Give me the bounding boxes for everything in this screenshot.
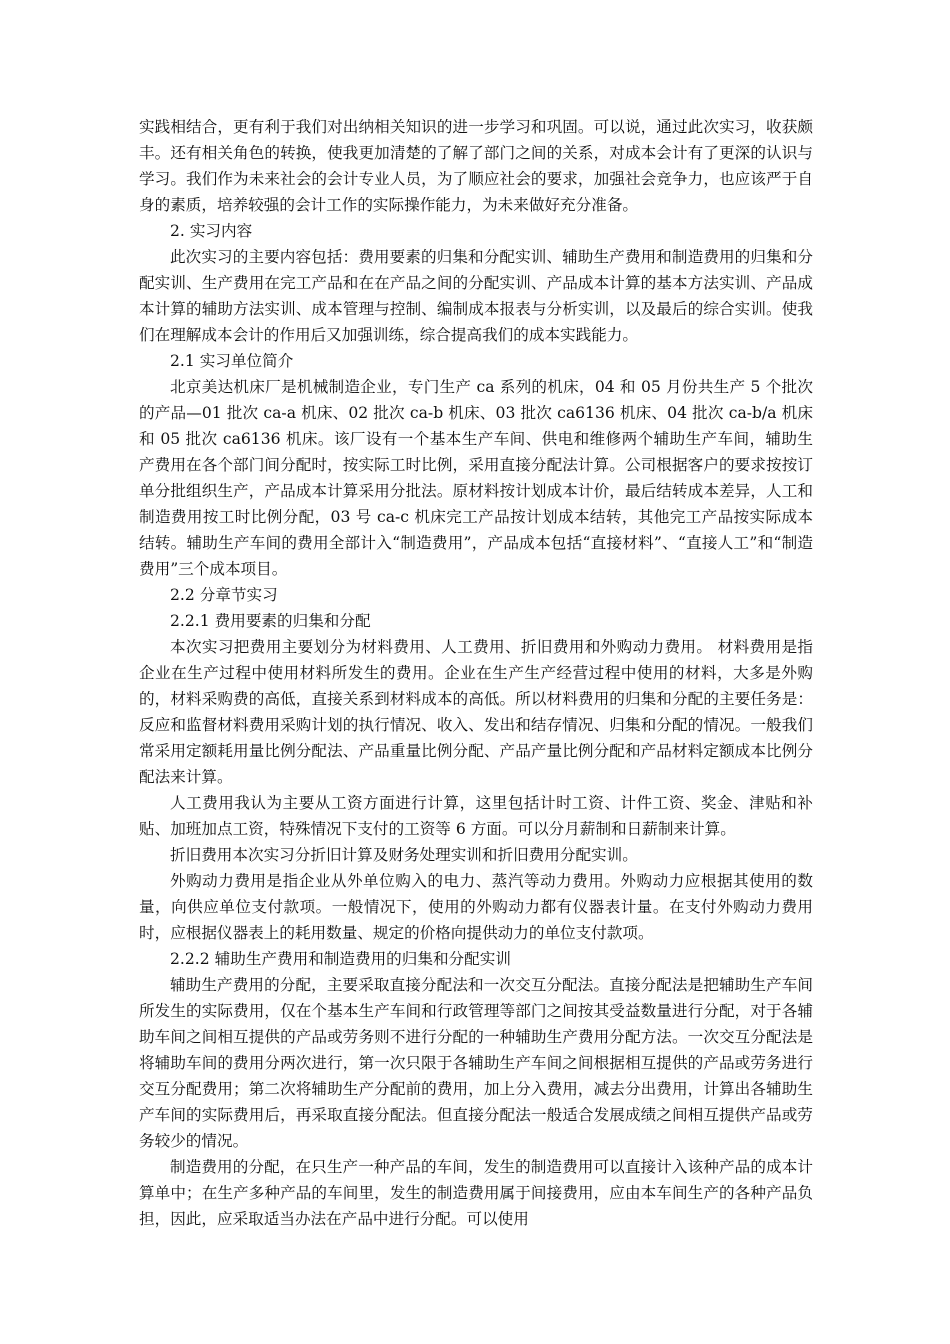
paragraph-labor-cost: 人工费用我认为主要从工资方面进行计算，这里包括计时工资、计件工资、奖金、津贴和补贴、加班加点工资，特殊情况下支付的工资等 6 方面。可以分月薪制和日薪制来计算。 [139,794,813,838]
section-heading-2-2: 2.2 分章节实习 [170,586,278,604]
paragraph-power-cost: 外购动力费用是指企业从外单位购入的电力、蒸汽等动力费用。外购动力应根据其使用的数量，向供应单位支付款项。一般情况下，使用的外购动力都有仪器表计量。在支付外购动力费用时，应根据仪器表上的耗用数量、规定的价格向提供动力的单位支付款项。 [139,872,813,942]
paragraph-overhead-allocation: 制造费用的分配，在只生产一种产品的车间，发生的制造费用可以直接计入该种产品的成本计算单中；在生产多种产品的车间里，发生的制造费用属于间接费用，应由本车间生产的各种产品负担，因此，应采取适当办法在产品中进行分配。可以使用 [139,1158,813,1228]
paragraph-depreciation: 折旧费用本次实习分折旧计算及财务处理实训和折旧费用分配实训。 [170,846,638,864]
paragraph-continuation: 实践相结合，更有利于我们对出纳相关知识的进一步学习和巩固。可以说，通过此次实习，收获颇丰。还有相关角色的转换，使我更加清楚的了解了部门之间的关系，对成本会计有了更深的认识与学习。我们作为未来社会的会计专业人员，为了顺应社会的要求，加强社会竞争力，也应该严于自身的素质，培养较强的会计工作的实际操作能力，为未来做好充分准备。 [139,118,813,214]
section-heading-2-2-2: 2.2.2 辅助生产费用和制造费用的归集和分配实训 [170,950,511,968]
paragraph-material-cost: 本次实习把费用主要划分为材料费用、人工费用、折旧费用和外购动力费用。 材料费用是指企业在生产过程中使用材料所发生的费用。企业在生产生产经营过程中使用的材料，大多是外购的，材料采购费的高低，直接关系到材料成本的高低。所以材料费用的归集和分配的主要任务是：反应和监督材料费用采购计划的执行情况、收入、发出和结存情况、归集和分配的情况。一般我们常采用定额耗用量比例分配法、产品重量比例分配、产品产量比例分配和产品材料定额成本比例分配法来计算。 [139,638,813,786]
paragraph-auxiliary-allocation: 辅助生产费用的分配，主要采取直接分配法和一次交互分配法。直接分配法是把辅助生产车间所发生的实际费用，仅在个基本生产车间和行政管理等部门之间按其受益数量进行分配，对于各辅助车间之间相互提供的产品或劳务则不进行分配的一种辅助生产费用分配方法。一次交互分配法是将辅助车间的费用分两次进行，第一次只限于各辅助生产车间之间根据相互提供的产品或劳务进行交互分配费用；第二次将辅助生产分配前的费用，加上分入费用，减去分出费用，计算出各辅助生产车间的实际费用后，再采取直接分配法。但直接分配法一般适合发展成绩之间相互提供产品或劳务较少的情况。 [139,976,813,1150]
paragraph-company-intro: 北京美达机床厂是机械制造企业，专门生产 ca 系列的机床，04 和 05 月份共生产 5 个批次的产品—01 批次 ca-a 机床、02 批次 ca-b 机床、03 批次 ca6136 机床、04 批次 ca-b/a 机床和 05 批次 ca6136 机床。该厂设有一个基本生产车间、供电和维修两个辅助生产车间，辅助生产费用在各个部门间分配时，按实际工时比例，采用直接分配法计算。公司根据客户的要求按按订单分批组织生产，产品成本计算采用分批法。原材料按计划成本计价，最后结转成本差异，人工和制造费用按工时比例分配，03 号 ca-c 机床完工产品按计划成本结转，其他完工产品按实际成本结转。辅助生产车间的费用全部计入“制造费用”，产品成本包括“直接材料”、“直接人工”和“制造费用”三个成本项目。 [139,378,813,578]
paragraph-content-summary: 此次实习的主要内容包括：费用要素的归集和分配实训、辅助生产费用和制造费用的归集和分配实训、生产费用在完工产品和在在产品之间的分配实训、产品成本计算的基本方法实训、产品成本计算的辅助方法实训、成本管理与控制、编制成本报表与分析实训，以及最后的综合实训。使我们在理解成本会计的作用后又加强训练，综合提高我们的成本实践能力。 [139,248,813,344]
section-heading-2-2-1: 2.2.1 费用要素的归集和分配 [170,612,371,630]
section-heading-2-1: 2.1 实习单位简介 [170,352,294,370]
section-heading-2: 2. 实习内容 [170,222,253,240]
document-body [139,114,813,1232]
